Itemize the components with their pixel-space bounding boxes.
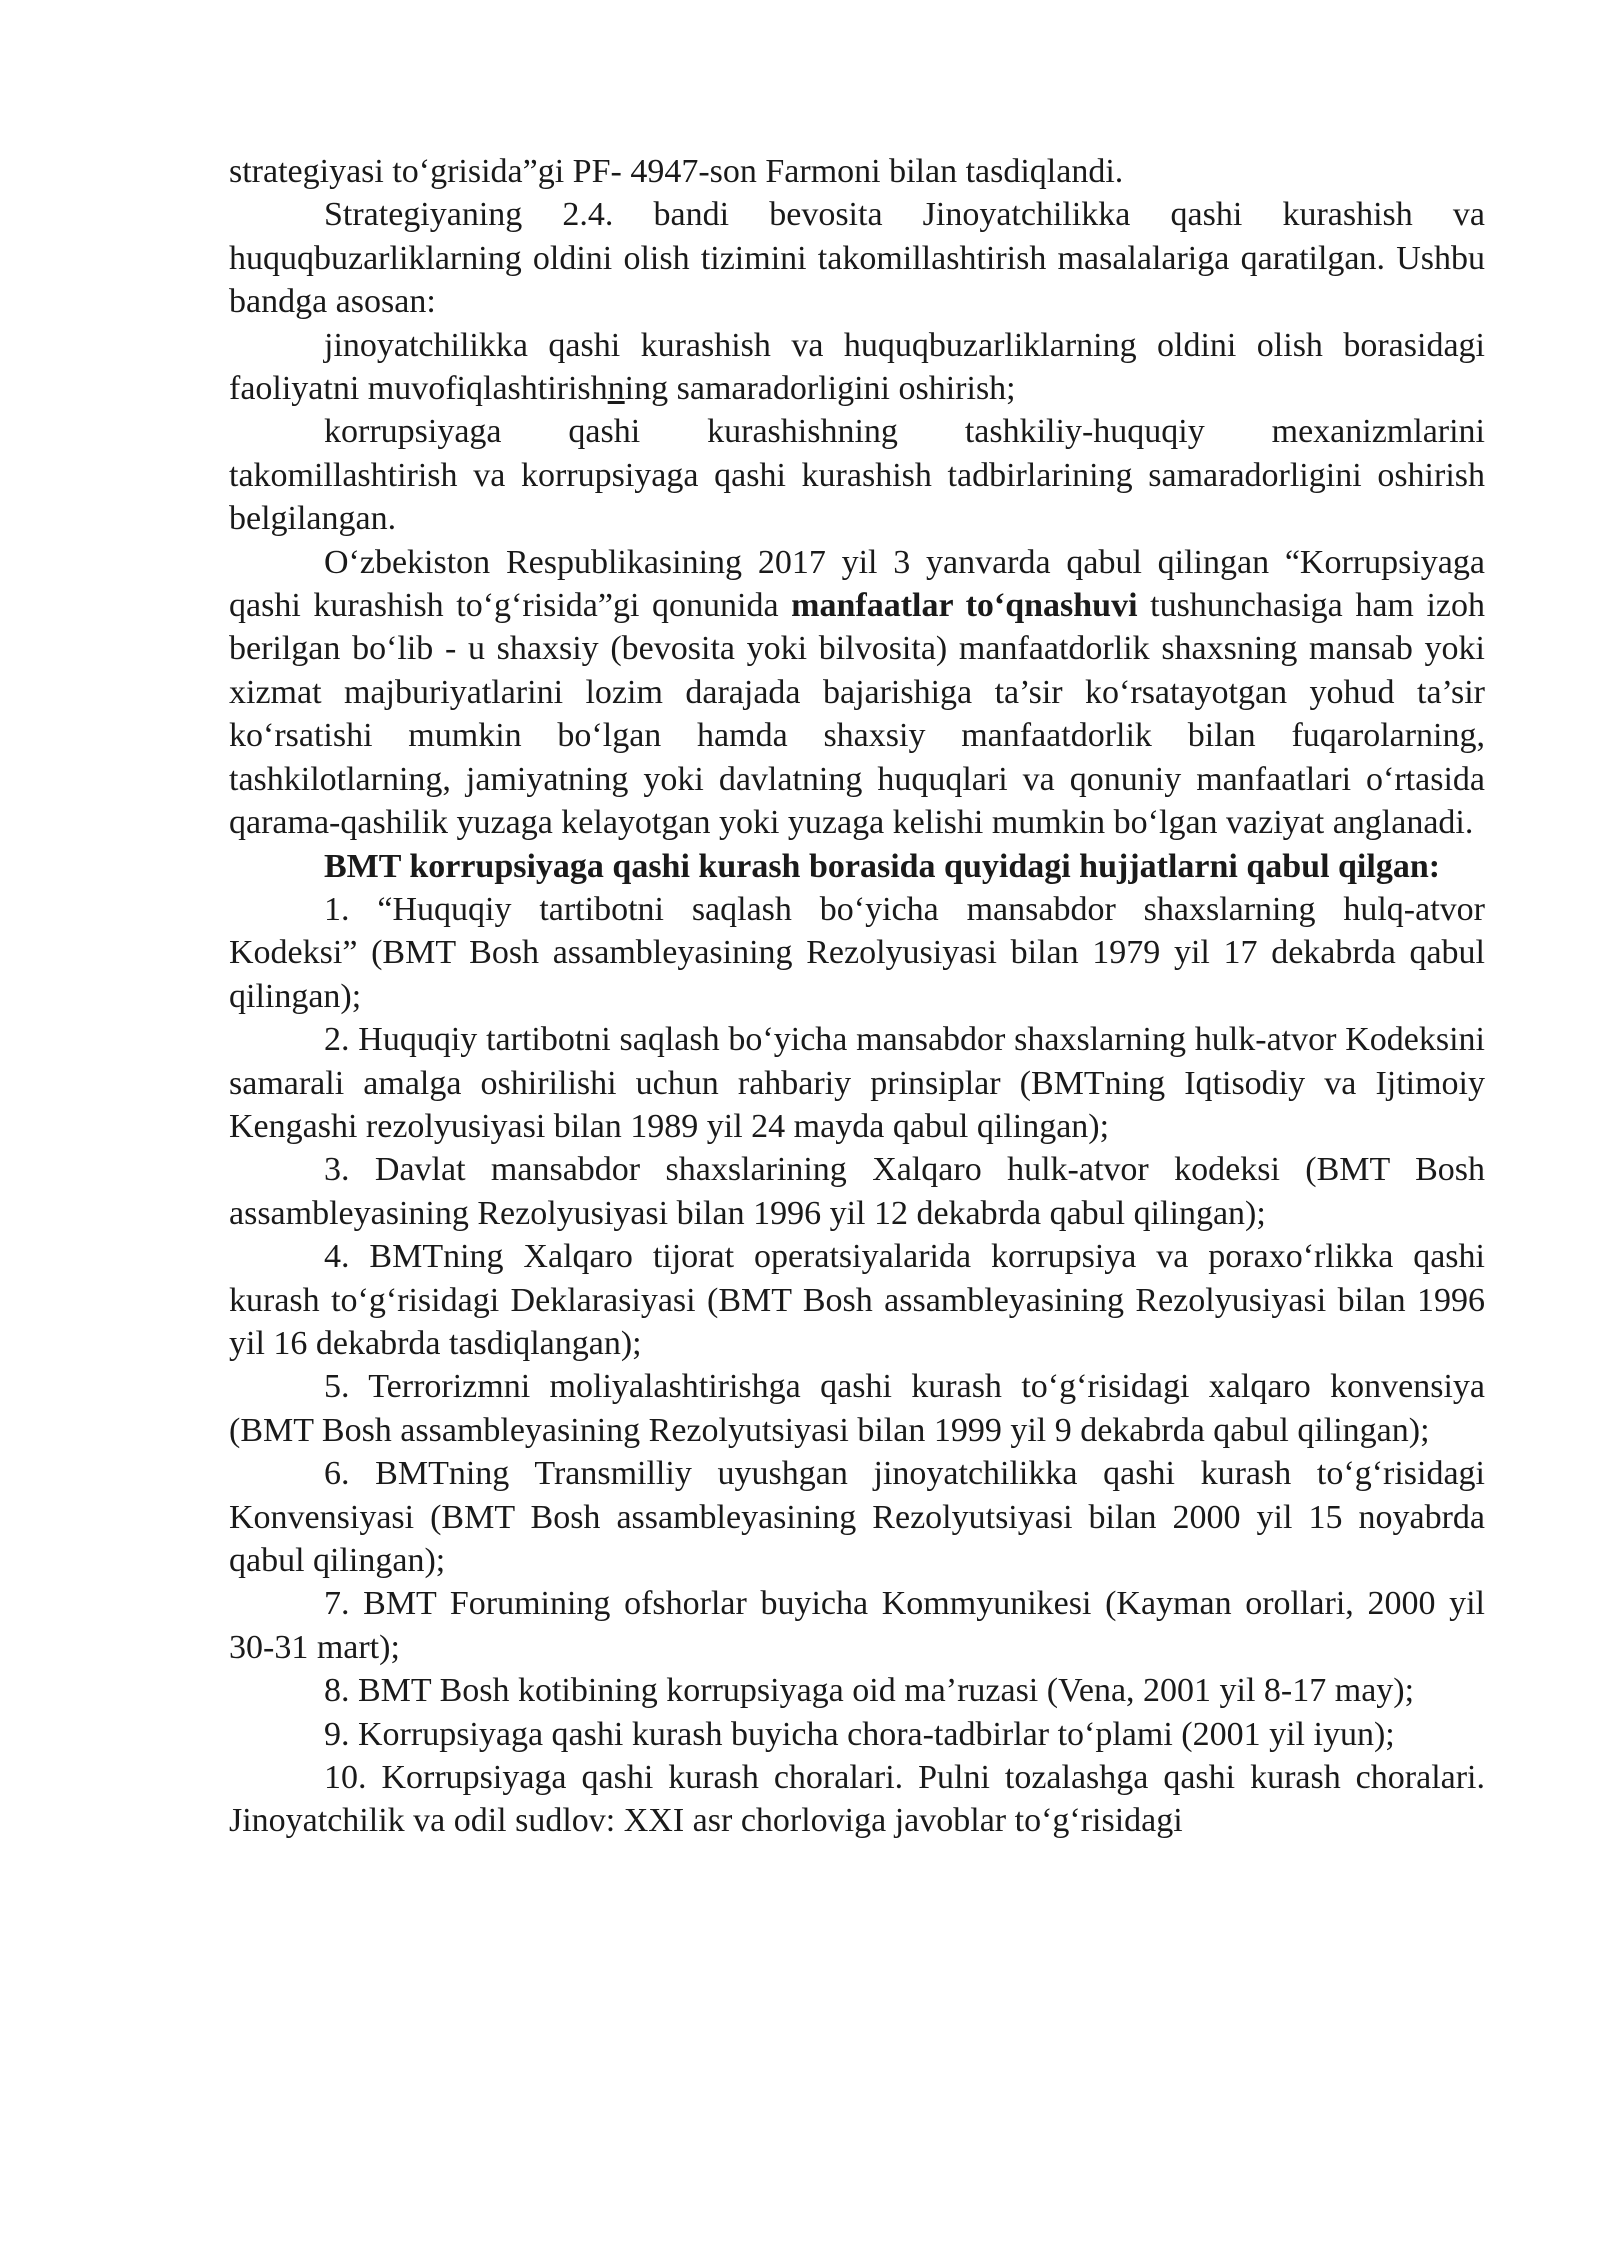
list-item-8: 8. BMT Bosh kotibining korrupsiyaga oid ma’ruzasi (Vena, 2001 yil 8-17 may); [324, 1672, 1415, 1710]
document-page [229, 150, 1485, 1843]
list-item-7: 7. BMT Forumining ofshorlar buyicha Kommyunikesi (Kayman orollari, 2000 yil 30-31 mart); [229, 1585, 1485, 1666]
text-run: O‘zbekiston Respublikasining 2017 yil 3 yanvarda qabul qilingan “Korrupsiyaga qashi kurashish to‘g‘risida”gi qonunida [229, 543, 1485, 625]
paragraph-strategy-2-4: Strategiyaning 2.4. bandi bevosita Jinoyatchilikka qashi kurashish va huquqbuzarliklarning oldini olish tizimini takomillashtirish masalalariga qaratilgan. Ushbu bandga asosan: [229, 196, 1485, 321]
bold-term: manfaatlar to‘qnashuvi [791, 587, 1138, 625]
paragraph-decree-continuation: strategiyasi to‘grisida”gi PF- 4947-son Farmoni bilan tasdiqlandi. [229, 153, 1124, 190]
text-run: jinoyatchilikka qashi kurashish va huquqbuzarliklarning oldini olish borasidagi faoliyatni muvofiqlashtirish [229, 326, 1485, 408]
list-item-3: 3. Davlat mansabdor shaxslarining Xalqaro hulk-atvor kodeksi (BMT Bosh assambleyasining Rezolyusiyasi bilan 1996 yil 12 dekabrda qabul qilingan); [229, 1151, 1485, 1232]
paragraph-anticorruption-mechanisms: korrupsiyaga qashi kurashishning tashkiliy-huquqiy mexanizmlarini takomillashtirish va korrupsiyaga qashi kurashish tadbirlarining samaradorligini oshirish belgilangan. [229, 413, 1485, 538]
paragraph-conflict-of-interest [229, 541, 1485, 845]
text-run: tushunchasiga ham izoh berilgan bo‘lib - u shaxsiy (bevosita yoki bilvosita) manfaatdorlik shaxsning mansab yoki xizmat majburiyatlarini lozim darajada bajarishiga ta’sir ko‘rsatayotgan yohud ta’sir ko‘rsatishi mumkin bo‘lgan hamda shaxsiy manfaatdorlik bilan fuqarolarning, tashkilotlarning, jamiyatning yoki davlatning huquqlari va qonuniy manfaatlari o‘rtasida qarama-qashilik yuzaga kelayotgan yoki yuzaga kelishi mumkin bo‘lgan vaziyat anglanadi. [229, 587, 1486, 842]
underlined-letter: n [607, 370, 625, 408]
list-item-4: 4. BMTning Xalqaro tijorat operatsiyalarida korrupsiya va poraxo‘rlikka qashi kurash to‘g‘risidagi Deklarasiyasi (BMT Bosh assambleyasining Rezolyusiyasi bilan 1996 yil 16 dekabrda tasdiqlangan); [229, 1238, 1485, 1362]
paragraph-coordination [229, 324, 1485, 411]
list-item-1: 1. “Huquqiy tartibotni saqlash bo‘yicha mansabdor shaxslarning hulq-atvor Kodeksi” (BMT Bosh assambleyasining Rezolyusiyasi bilan 1979 yil 17 dekabrda qabul qilingan); [229, 890, 1485, 1015]
list-item-5: 5. Terrorizmni moliyalashtirishga qashi kurash to‘g‘risidagi xalqaro konvensiya (BMT Bosh assambleyasining Rezolyutsiyasi bilan 1999 yil 9 dekabrda qabul qilingan); [229, 1368, 1485, 1449]
list-item-9: 9. Korrupsiyaga qashi kurash buyicha chora-tadbirlar to‘plami (2001 yil iyun); [324, 1715, 1395, 1753]
section-heading-un-documents: BMT korrupsiyaga qashi kurash borasida quyidagi hujjatlarni qabul qilgan: [324, 847, 1441, 885]
list-item-6: 6. BMTning Transmilliy uyushgan jinoyatchilikka qashi kurash to‘g‘risidagi Konvensiyasi (BMT Bosh assambleyasining Rezolyutsiyasi bilan 2000 yil 15 noyabrda qabul qilingan); [229, 1455, 1485, 1579]
list-item-2: 2. Huquqiy tartibotni saqlash bo‘yicha mansabdor shaxslarning hulk-atvor Kodeksini samarali amalga oshirilishi uchun rahbariy prinsiplar (BMTning Iqtisodiy va Ijtimoiy Kengashi rezolyusiyasi bilan 1989 yil 24 mayda qabul qilingan); [229, 1021, 1485, 1145]
list-item-10: 10. Korrupsiyaga qashi kurash choralari. Pulni tozalashga qashi kurash choralari. Jinoyatchilik va odil sudlov: XXI asr chorloviga javoblar to‘g‘risidagi [229, 1759, 1485, 1840]
text-run: ing samaradorligini oshirish; [624, 370, 1016, 408]
